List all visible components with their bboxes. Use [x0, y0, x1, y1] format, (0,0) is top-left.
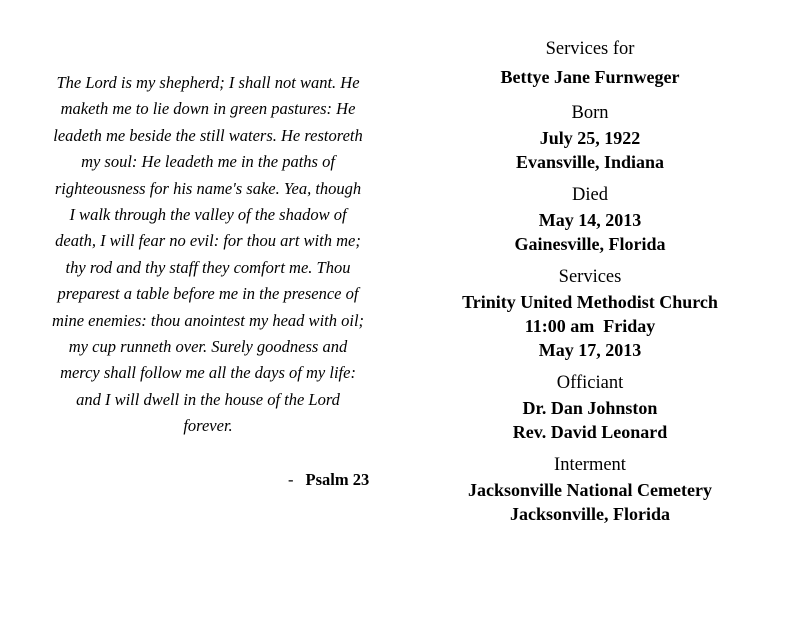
- psalm-line: leadeth me beside the still waters. He restoreth: [53, 125, 363, 145]
- psalm-text: [28, 70, 388, 440]
- psalm-line: I walk through the valley of the shadow of: [69, 205, 347, 225]
- psalm-line: thy rod and thy staff they comfort me. Thou: [65, 257, 351, 277]
- psalm-line: forever.: [183, 416, 233, 436]
- psalm-line: righteousness for his name's sake. Yea, though: [54, 178, 362, 198]
- service-date: May 17, 2013: [538, 340, 642, 360]
- psalm-line: death, I will fear no evil: for thou art with me;: [55, 231, 361, 251]
- psalm-line: mercy shall follow me all the days of my life:: [60, 363, 356, 383]
- psalm-line: preparest a table before me in the presence of: [57, 284, 359, 304]
- interment-label: Interment: [554, 455, 626, 475]
- officiant-name: Rev. David Leonard: [512, 422, 668, 442]
- death-place: Gainesville, Florida: [514, 234, 666, 254]
- service-location: Trinity United Methodist Church: [462, 292, 718, 312]
- attribution-reference: Psalm 23: [305, 470, 370, 489]
- services-for-label: Services for: [545, 39, 635, 59]
- psalm-line: mine enemies: thou anointest my head with oil;: [51, 310, 365, 330]
- officiant-label: Officiant: [556, 373, 624, 393]
- psalm-attribution: [288, 470, 369, 490]
- service-program: [410, 36, 770, 534]
- officiant-section: [410, 370, 770, 444]
- death-date: May 14, 2013: [538, 210, 642, 230]
- birth-date: July 25, 1922: [539, 128, 641, 148]
- died-section: [410, 182, 770, 256]
- interment-section: [410, 452, 770, 526]
- attribution-dash: -: [288, 470, 294, 489]
- psalm-line: The Lord is my shepherd; I shall not want. He: [56, 73, 360, 92]
- psalm-line: and I will dwell in the house of the Lord: [76, 389, 340, 409]
- services-for-section: [410, 36, 770, 92]
- services-section: [410, 264, 770, 362]
- deceased-name: Bettye Jane Furnweger: [500, 67, 680, 87]
- birth-place: Evansville, Indiana: [515, 152, 665, 172]
- psalm-line: my cup runneth over. Surely goodness and: [68, 337, 348, 357]
- cemetery-place: Jacksonville, Florida: [509, 504, 670, 524]
- born-label: Born: [571, 103, 609, 123]
- cemetery-name: Jacksonville National Cemetery: [468, 480, 712, 500]
- services-label: Services: [558, 267, 622, 287]
- officiant-name: Dr. Dan Johnston: [522, 398, 658, 418]
- died-label: Died: [572, 185, 608, 205]
- psalm-line: my soul: He leadeth me in the paths of: [81, 152, 335, 172]
- born-section: [410, 100, 770, 174]
- service-time: 11:00 am Friday: [524, 316, 656, 336]
- psalm-line: maketh me to lie down in green pastures: He: [60, 99, 356, 119]
